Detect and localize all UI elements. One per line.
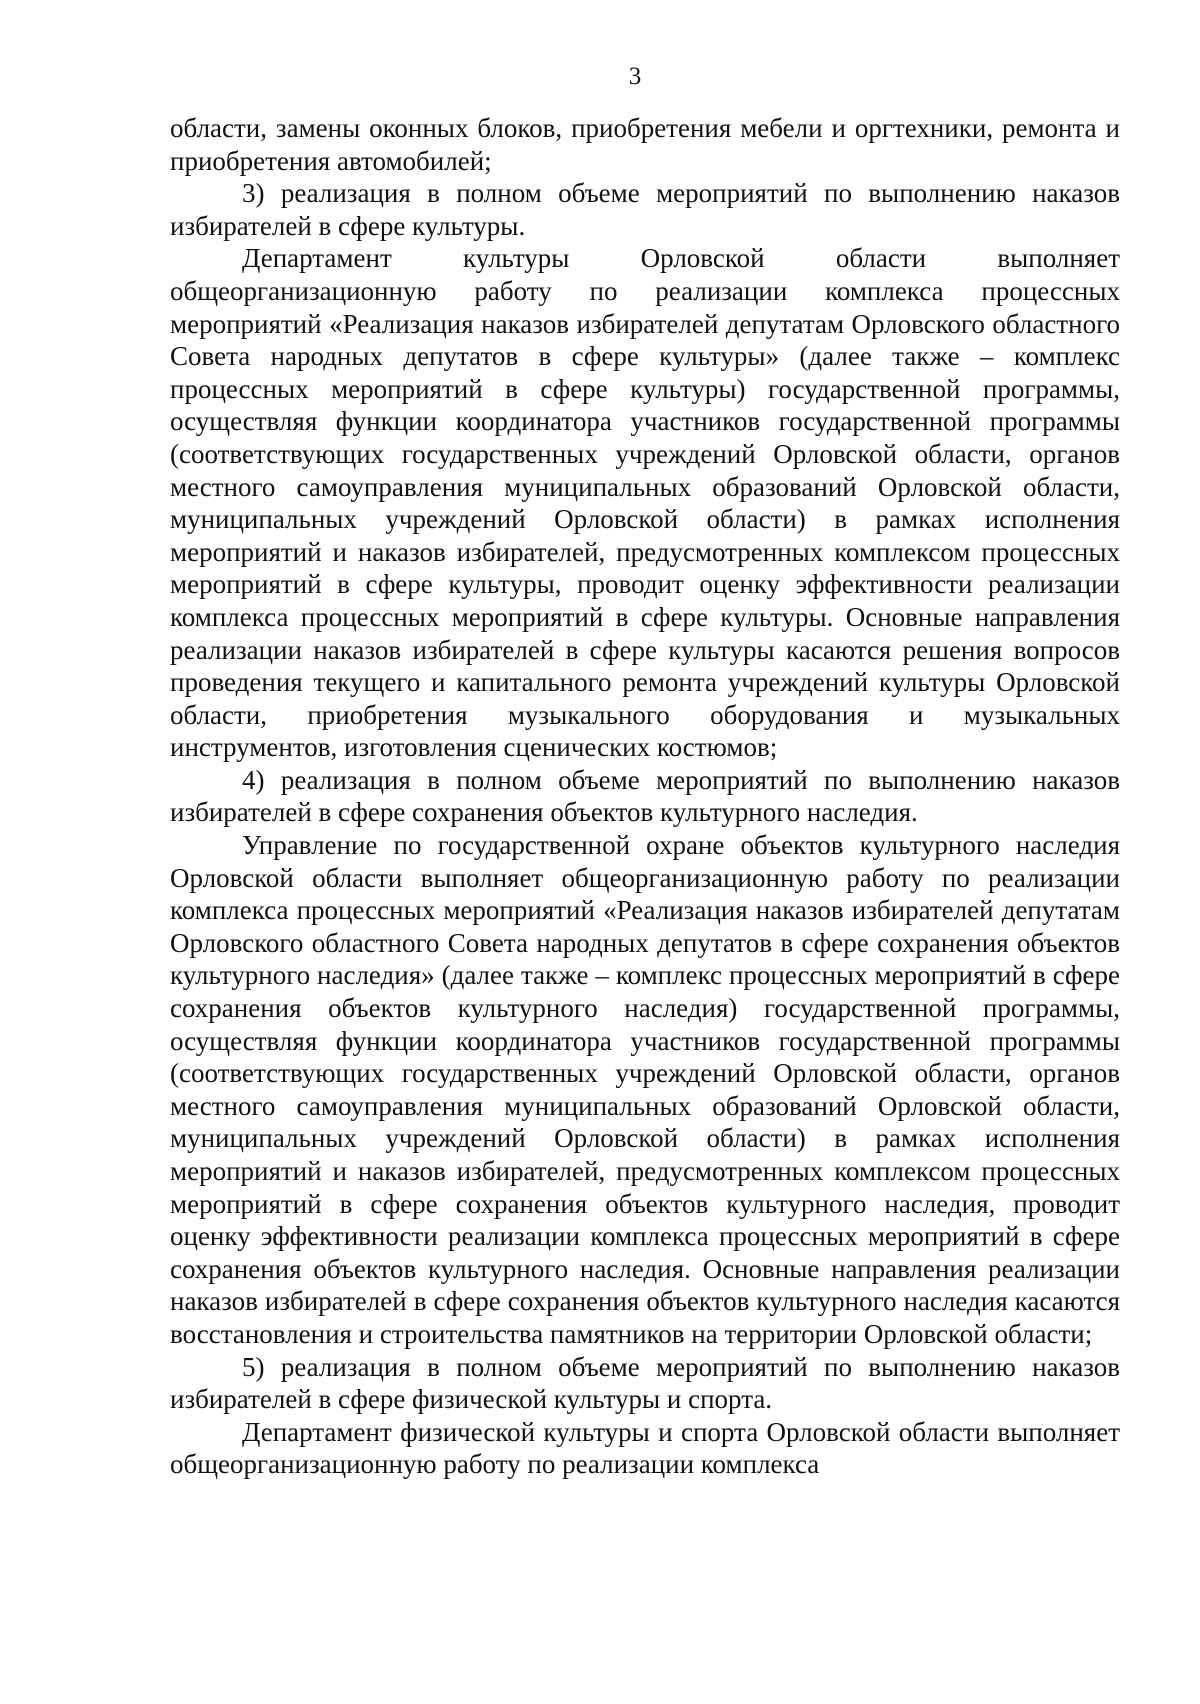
paragraph-sport-department: Департамент физической культуры и спорта Орловской области выполняет общеорганизационную работу по реализации комплекса [170,1416,1120,1480]
document-body [170,112,1120,1481]
paragraph-culture-department: Департамент культуры Орловской области выполняет общеорганизационную работу по реализации комплекса процессных мероприятий «Реализация наказов избирателей депутатам Орловского областного Совета народных депутатов в сфере культуры» (далее также – комплекс процессных мероприятий в сфере культуры) государственной программы, осуществляя функции координатора участников государственной программы (соответствующих государственных учреждений Орловской области, органов местного самоуправления муниципальных образований Орловской области, муниципальных учреждений Орловской области) в рамках исполнения мероприятий и наказов избирателей, предусмотренных комплексом процессных мероприятий в сфере культуры, проводит оценку эффективности реализации комплекса процессных мероприятий в сфере культуры. Основные направления реализации наказов избирателей в сфере культуры касаются решения вопросов проведения текущего и капитального ремонта учреждений культуры Орловской области, приобретения музыкального оборудования и музыкальных инструментов, изготовления сценических костюмов; [170,243,1120,763]
paragraph-continuation: области, замены оконных блоков, приобретения мебели и оргтехники, ремонта и приобретения автомобилей; [170,113,1120,176]
paragraph-item-3: 3) реализация в полном объеме мероприятий по выполнению наказов избирателей в сфере культуры. [170,178,1120,241]
paragraph-item-4: 4) реализация в полном объеме мероприятий по выполнению наказов избирателей в сфере сохранения объектов культурного наследия. [170,764,1120,828]
page-number: 3 [628,63,642,90]
paragraph-item-5: 5) реализация в полном объеме мероприятий по выполнению наказов избирателей в сфере физической культуры и спорта. [170,1351,1120,1415]
paragraph-heritage-directorate: Управление по государственной охране объектов культурного наследия Орловской области выполняет общеорганизационную работу по реализации комплекса процессных мероприятий «Реализация наказов избирателей депутатам Орловского областного Совета народных депутатов в сфере сохранения объектов культурного наследия» (далее также – комплекс процессных мероприятий в сфере сохранения объектов культурного наследия) государственной программы, осуществляя функции координатора участников государственной программы (соответствующих государственных учреждений Орловской области, органов местного самоуправления муниципальных образований Орловской области, муниципальных учреждений Орловской области) в рамках исполнения мероприятий и наказов избирателей, предусмотренных комплексом процессных мероприятий в сфере сохранения объектов культурного наследия, проводит оценку эффективности реализации комплекса процессных мероприятий в сфере сохранения объектов культурного наследия. Основные направления реализации наказов избирателей в сфере сохранения объектов культурного наследия касаются восстановления и строительства памятников на территории Орловской области; [170,830,1120,1349]
